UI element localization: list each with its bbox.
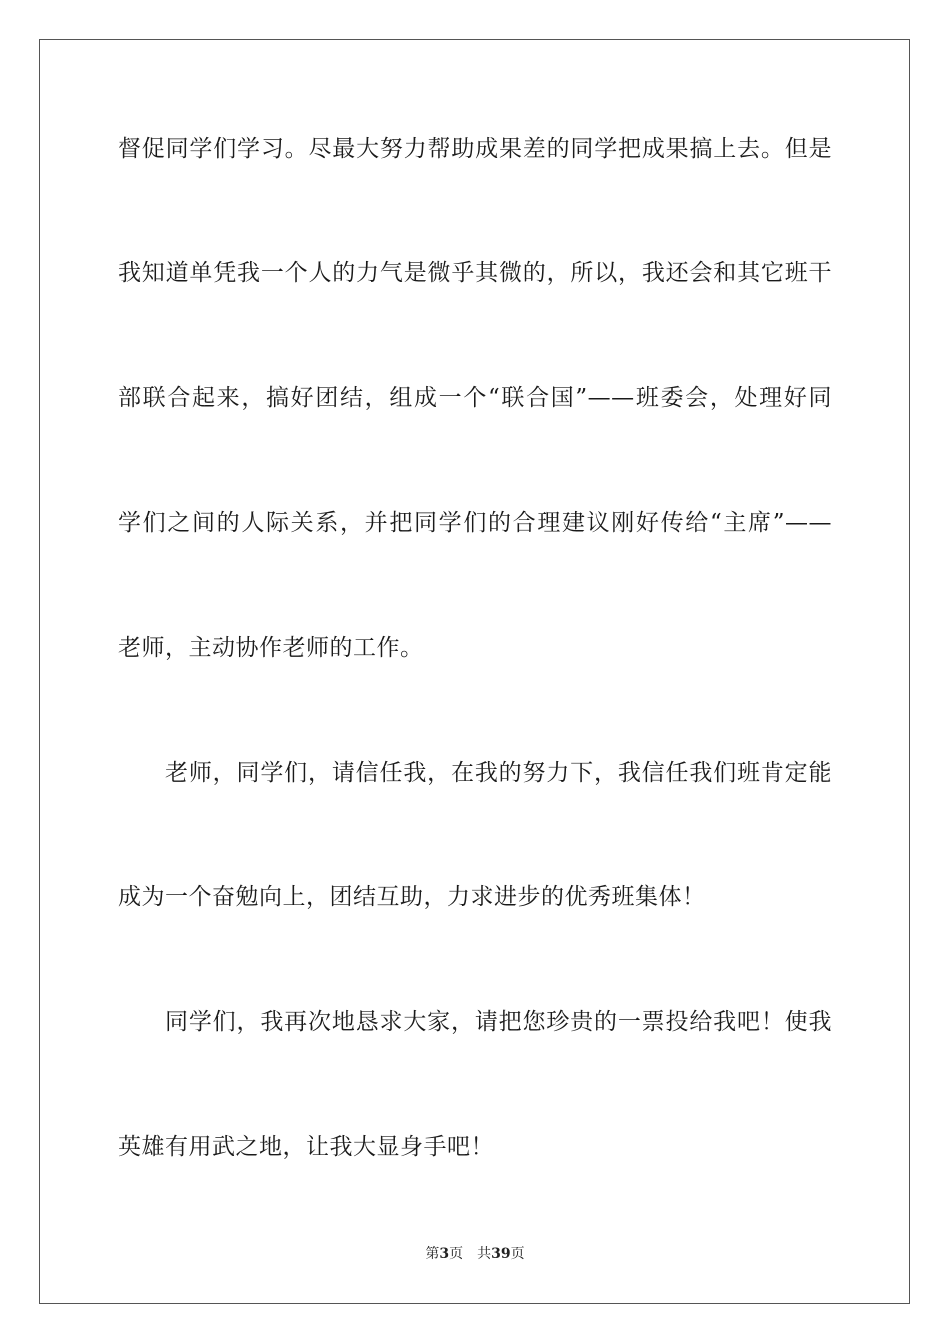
footer-total-suffix: 页: [510, 1246, 525, 1262]
text-line: 我知道单凭我一个人的力气是微乎其微的，所以，我还会和其它班干: [118, 260, 832, 286]
paragraph-start-line: 同学们，我再次地恳求大家，请把您珍贵的一票投给我吧！使我: [165, 1009, 832, 1035]
footer-page-prefix: 第: [425, 1246, 440, 1262]
footer-total-pages: 39: [491, 1246, 511, 1262]
paragraph-start-line: 老师，同学们，请信任我，在我的努力下，我信任我们班肯定能: [165, 760, 832, 786]
footer-total-prefix: 共: [477, 1246, 492, 1262]
page-footer: [0, 1244, 950, 1264]
text-line: 老师，主动协作老师的工作。: [118, 635, 424, 661]
text-line: 部联合起来，搞好团结，组成一个“联合国”——班委会，处理好同: [118, 385, 832, 411]
text-line: 学们之间的人际关系，并把同学们的合理建议刚好传给“主席”——: [118, 510, 832, 536]
footer-page-number: 3: [439, 1246, 450, 1262]
text-line: 英雄有用武之地，让我大显身手吧！: [118, 1134, 494, 1160]
text-line: 督促同学们学习。尽最大努力帮助成果差的同学把成果搞上去。但是: [118, 136, 832, 162]
page-border: [39, 39, 910, 1304]
text-line: 成为一个奋勉向上，团结互助，力求进步的优秀班集体！: [118, 884, 706, 910]
footer-page-suffix: 页: [449, 1246, 464, 1262]
